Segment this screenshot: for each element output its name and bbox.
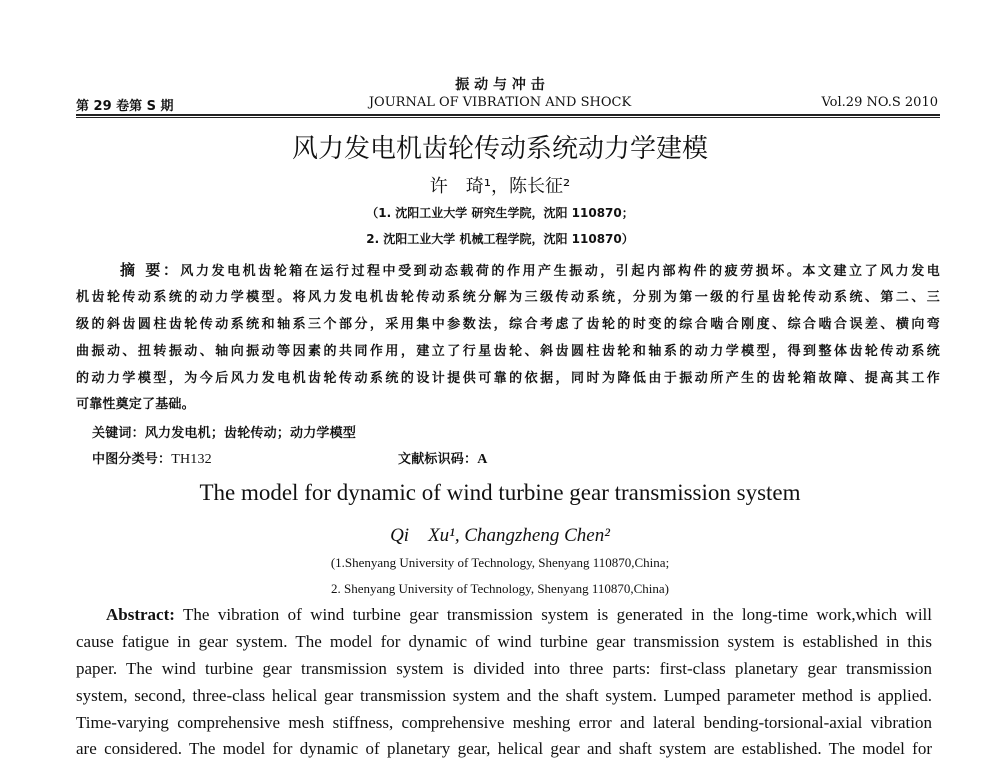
title-en: The model for dynamic of wind turbine gear transmission system bbox=[199, 480, 801, 505]
keywords-value: 风力发电机；齿轮传动；动力学模型 bbox=[144, 426, 357, 441]
abstract-en-line-6: are considered. The model for dynamic of planetary gear, helical gear and shaft system are established. The model for bbox=[76, 739, 932, 758]
document-code-cn bbox=[398, 448, 488, 468]
classification-cn bbox=[92, 448, 212, 468]
abstract-cn-line-1 bbox=[120, 259, 940, 280]
abstract-en-text: The vibration of wind turbine gear transmission system is generated in the long-time work,which will bbox=[183, 605, 932, 624]
keywords-cn bbox=[92, 422, 356, 441]
classification-label: 中图分类号： bbox=[92, 452, 172, 467]
abstract-en-line-4: system, second, three-class helical gear transmission system and the shaft system. Lumped parameter method is applied. bbox=[76, 686, 932, 705]
journal-name-en: JOURNAL OF VIBRATION AND SHOCK bbox=[368, 95, 632, 110]
abstract-cn-line-3: 级的斜齿圆柱齿轮传动系统和轴系三个部分，采用集中参数法，综合考虑了齿轮的时变的综合啮合刚度、综合啮合误差、横向弯 bbox=[76, 317, 940, 332]
document-code-label: 文献标识码： bbox=[398, 452, 478, 467]
abstract-en-line-3: paper. The wind turbine gear transmission system is divided into three parts: first-class planetary gear transmission bbox=[76, 659, 932, 678]
abstract-cn-text: 风力发电机齿轮箱在运行过程中受到动态载荷的作用产生振动，引起内部构件的疲劳损坏。本文建立了风力发电 bbox=[180, 264, 940, 279]
authors-cn: 许 琦¹，陈长征² bbox=[429, 176, 571, 197]
abstract-en-line-2: cause fatigue in gear system. The model for dynamic of wind turbine gear transmission system is established in this bbox=[76, 632, 932, 651]
affiliation-cn-2: 2. 沈阳工业大学 机械工程学院，沈阳 110870） bbox=[366, 232, 634, 246]
abstract-en-line-5: Time-varying comprehensive mesh stiffness, comprehensive meshing error and lateral bending-torsional-axial vibration bbox=[76, 713, 932, 732]
affiliation-cn-1: （1. 沈阳工业大学 研究生学院，沈阳 110870； bbox=[366, 206, 634, 220]
header-rule-thin bbox=[76, 117, 940, 118]
affiliation-en-1: (1.Shenyang University of Technology, Shenyang 110870,China; bbox=[330, 555, 670, 570]
affiliation-en-2: 2. Shenyang University of Technology, Shenyang 110870,China) bbox=[330, 581, 669, 596]
abstract-cn-line-2: 机齿轮传动系统的动力学模型。将风力发电机齿轮传动系统分解为三级传动系统，分别为第一级的行星齿轮传动系统、第二、三 bbox=[76, 290, 940, 305]
title-cn: 风力发电机齿轮传动系统动力学建模 bbox=[291, 134, 708, 164]
abstract-en-label: Abstract: bbox=[106, 605, 175, 624]
document-code-value: A bbox=[477, 452, 488, 467]
keywords-label: 关键词： bbox=[92, 426, 145, 441]
abstract-en-line-1 bbox=[106, 605, 932, 625]
issue-label: 第 29 卷第 S 期 bbox=[76, 99, 174, 114]
journal-name-cn: 振 动 与 冲 击 bbox=[455, 77, 545, 93]
abstract-cn-line-4: 曲振动、扭转振动、轴向振动等因素的共同作用，建立了行星齿轮、斜齿圆柱齿轮和轴系的动力学模型，得到整体齿轮传动系统 bbox=[76, 344, 940, 359]
authors-en: Qi Xu¹, Changzheng Chen² bbox=[390, 525, 610, 546]
classification-value: TH132 bbox=[171, 452, 212, 467]
header-rule bbox=[76, 114, 940, 116]
abstract-cn-label: 摘 要： bbox=[120, 261, 181, 279]
abstract-cn-line-6: 可靠性奠定了基础。 bbox=[76, 397, 195, 412]
volume-label: Vol.29 NO.S 2010 bbox=[821, 95, 938, 110]
abstract-cn-line-5: 的动力学模型，为今后风力发电机齿轮传动系统的设计提供可靠的依据，同时为降低由于振动所产生的齿轮箱故障、提高其工作 bbox=[76, 371, 940, 386]
